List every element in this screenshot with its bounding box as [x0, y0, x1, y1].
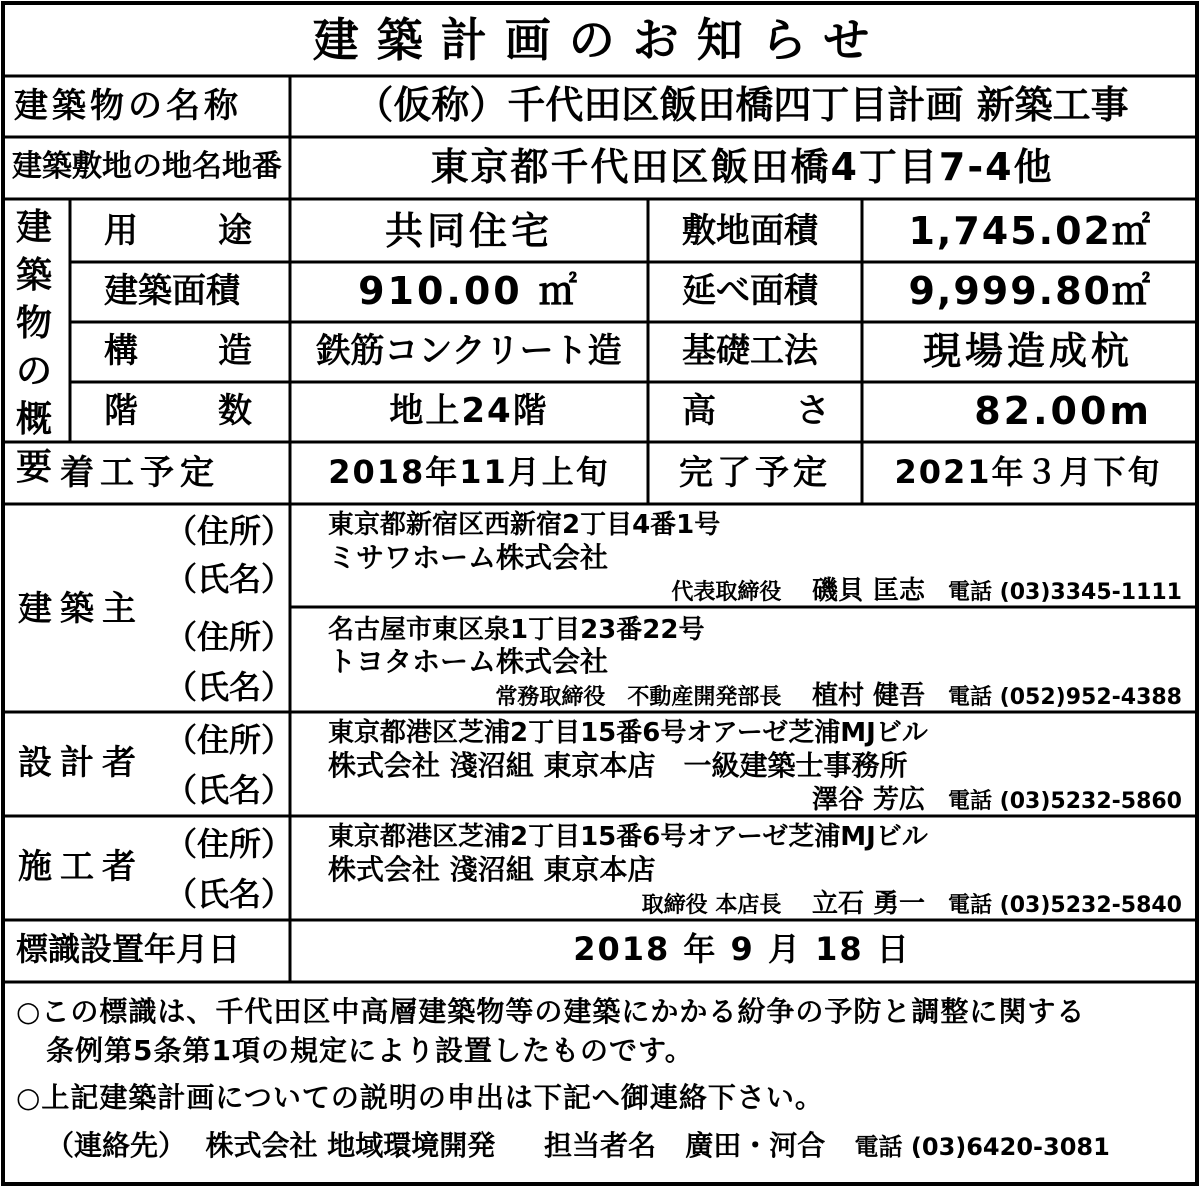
contractor-label: 施工者: [18, 847, 144, 887]
contact-label: （連絡先）: [46, 1129, 187, 1162]
contractor-phone: 電話 (03)5232-5840: [948, 893, 1182, 918]
floors-label: 階 数: [104, 391, 256, 431]
designer-company: 株式会社 淺沼組 東京本店 一級建築士事務所: [328, 749, 908, 782]
contact-phone: 電話 (03)6420-3081: [854, 1133, 1110, 1161]
overview-char: 要: [15, 447, 52, 488]
contractor-addr-label: （住所）: [165, 825, 294, 863]
building-name-value: （仮称）千代田区飯田橋四丁目計画 新築工事: [355, 83, 1129, 127]
building-area-value: 910.00 ㎡: [358, 269, 580, 313]
owner1-title: 代表取締役: [671, 580, 782, 605]
owner-label: 建築主: [18, 589, 144, 629]
owner1-phone: 電話 (03)3345-1111: [948, 580, 1182, 605]
contractor-contact: [642, 891, 1182, 917]
contact-company: 株式会社 地域環境開発: [205, 1129, 496, 1162]
owner2-title: 常務取締役 不動産開発部長: [495, 685, 782, 710]
designer-name-label: （氏名）: [165, 771, 294, 809]
building-area-label: 建築面積: [104, 271, 240, 311]
designer-person: 澤谷 芳広: [811, 785, 926, 815]
height-label: 高 さ: [682, 391, 834, 431]
owner1-company: ミサワホーム株式会社: [328, 541, 609, 574]
overview-char: の: [15, 351, 52, 392]
owner2-company: トヨタホーム株式会社: [328, 645, 609, 678]
floor-area-label: 延べ面積: [682, 271, 818, 311]
owner2-name-label: （氏名）: [165, 668, 294, 706]
contact-line: [46, 1129, 1110, 1162]
note-line-2: 条例第5条第1項の規定により設置したものです。: [46, 1034, 694, 1067]
foundation-label: 基礎工法: [682, 331, 818, 371]
note-line-1: ○この標識は、千代田区中高層建築物等の建築にかかる紛争の予防と調整に関する: [16, 995, 1086, 1028]
owner1-name-label: （氏名）: [165, 560, 294, 598]
page-title: 建築計画のお知らせ: [312, 13, 888, 67]
owner1-address: 東京都新宿区西新宿2丁目4番1号: [328, 510, 721, 540]
owner2-address: 名古屋市東区泉1丁目23番22号: [328, 615, 705, 645]
foundation-value: 現場造成杭: [922, 329, 1134, 373]
structure-value: 鉄筋コンクリート造: [316, 331, 622, 371]
contact-person-label: 担当者名: [544, 1129, 657, 1162]
sign-date-value: 2018 年 9 月 18 日: [573, 930, 911, 968]
contractor-person: 立石 勇一: [811, 889, 926, 919]
designer-phone: 電話 (03)5232-5860: [948, 789, 1182, 814]
designer-contact: [812, 787, 1182, 813]
site-area-value: 1,745.02㎡: [908, 209, 1152, 253]
overview-char: 概: [15, 399, 52, 440]
designer-addr-label: （住所）: [165, 721, 294, 759]
owner1-contact: [671, 578, 1182, 604]
contractor-company: 株式会社 淺沼組 東京本店: [328, 853, 656, 886]
note-line-3: ○上記建築計画についての説明の申出は下記へ御連絡下さい。: [16, 1081, 824, 1114]
owner2-addr-label: （住所）: [165, 618, 294, 656]
floor-area-value: 9,999.80㎡: [908, 269, 1152, 313]
contractor-name-label: （氏名）: [165, 875, 294, 913]
owner2-phone: 電話 (052)952-4388: [948, 685, 1182, 710]
designer-address: 東京都港区芝浦2丁目15番6号オアーゼ芝浦MJビル: [328, 718, 928, 748]
owner2-person: 植村 健吾: [811, 681, 926, 711]
designer-label: 設計者: [18, 743, 144, 783]
start-value: 2018年11月上旬: [328, 453, 610, 491]
owner2-contact: [495, 683, 1182, 709]
contractor-address: 東京都港区芝浦2丁目15番6号オアーゼ芝浦MJビル: [328, 822, 928, 852]
floors-value: 地上24階: [389, 391, 549, 431]
overview-char: 建: [15, 207, 52, 248]
use-value: 共同住宅: [384, 209, 554, 253]
overview-char: 物: [15, 303, 52, 344]
start-label: 着工予定: [60, 453, 220, 493]
site-address-value: 東京都千代田区飯田橋4丁目7-4他: [430, 145, 1054, 189]
use-label: 用 途: [104, 211, 256, 251]
owner1-person: 磯貝 匡志: [811, 576, 926, 606]
site-address-label: 建築敷地の地名地番: [12, 149, 282, 184]
sign-date-label: 標識設置年月日: [16, 930, 241, 968]
overview-char: 築: [15, 255, 52, 296]
contact-person: 廣田・河合: [685, 1129, 826, 1162]
building-name-label: 建築物の名称: [14, 86, 242, 126]
structure-label: 構 造: [104, 331, 256, 371]
contractor-title: 取締役 本店長: [641, 893, 782, 918]
height-value: 82.00m: [974, 389, 1152, 433]
end-value: 2021年３月下旬: [894, 453, 1162, 491]
site-area-label: 敷地面積: [682, 211, 818, 251]
owner1-addr-label: （住所）: [165, 512, 294, 550]
end-label: 完了予定: [679, 453, 831, 493]
overview-vertical-label: [14, 204, 54, 492]
